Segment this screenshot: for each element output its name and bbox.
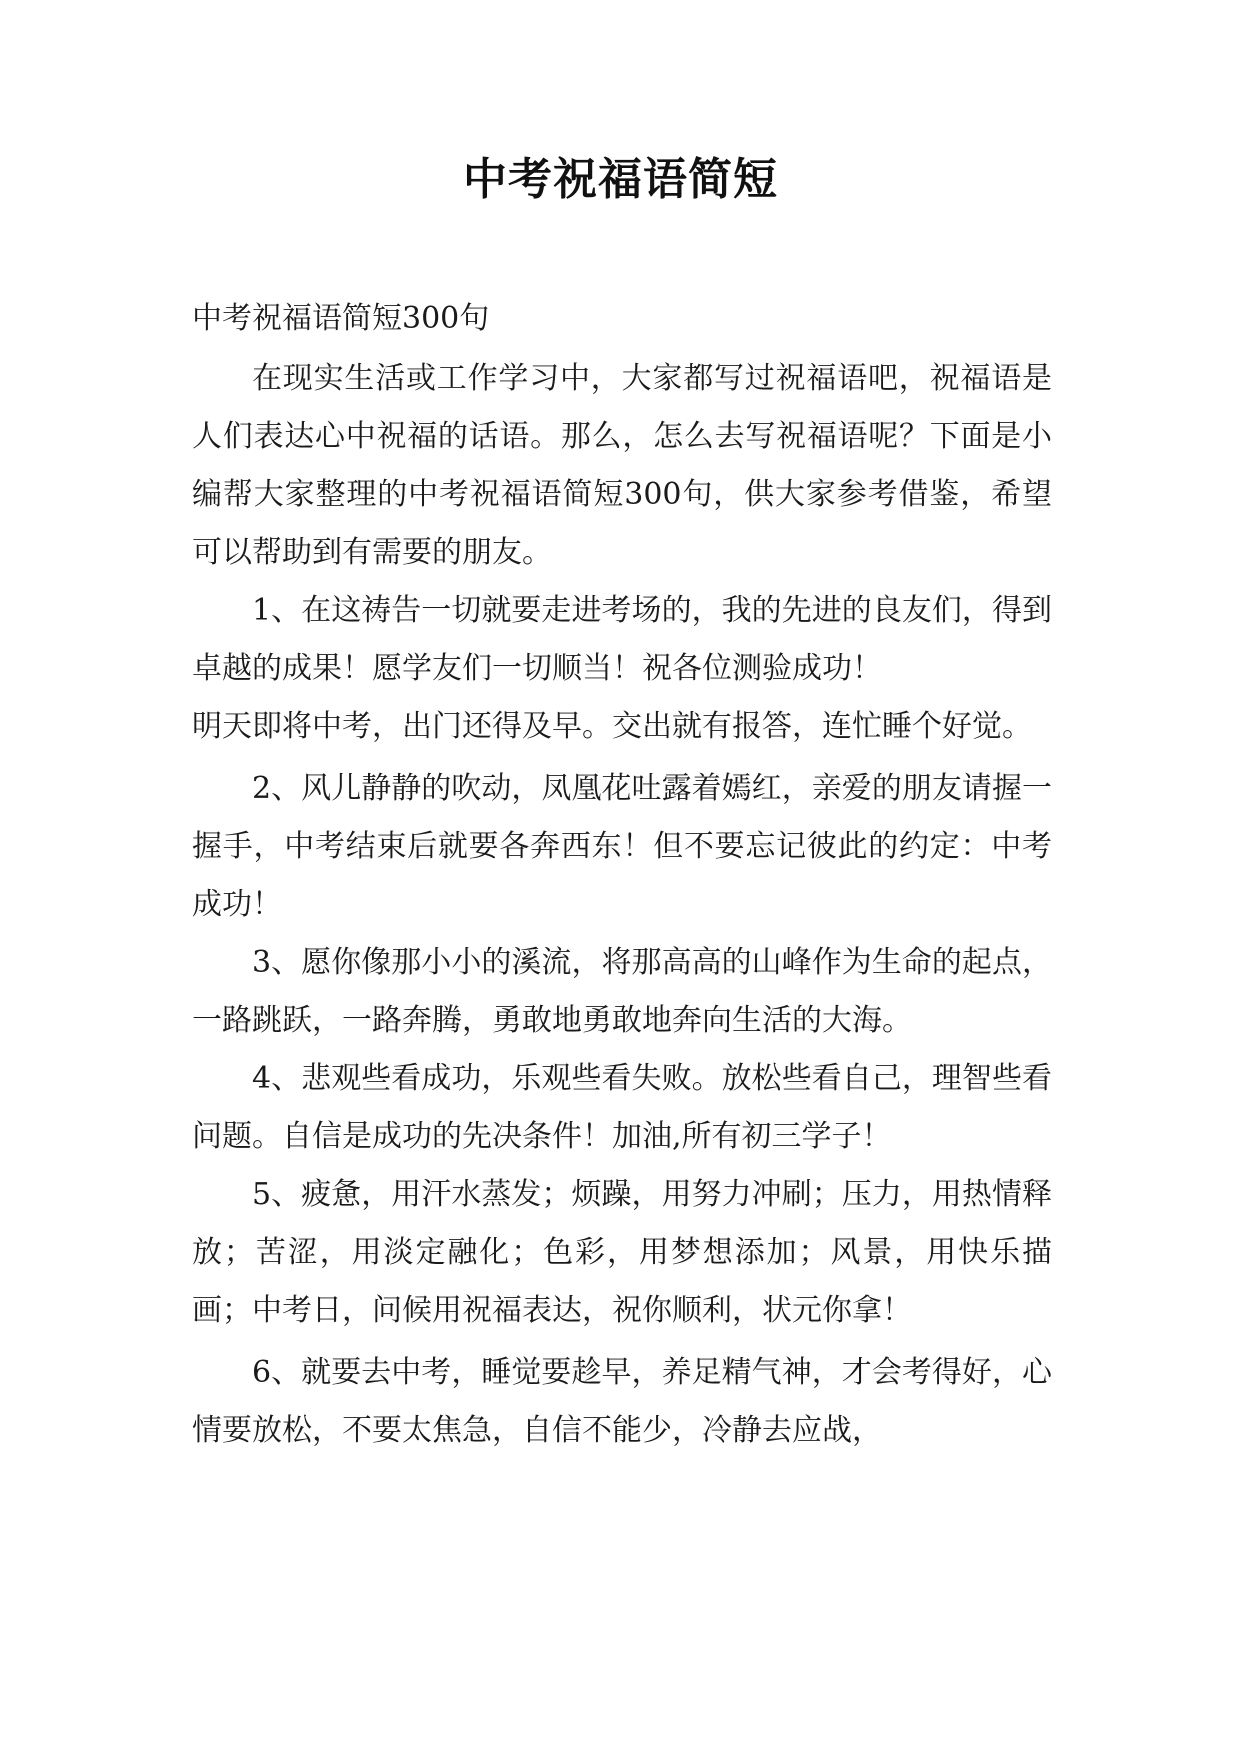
page-title: 中考祝福语简短	[463, 154, 778, 205]
document-body	[192, 290, 1052, 1460]
blessing-item-1-extra: 明天即将中考，出门还得及早。交出就有报答，连忙睡个好觉。	[192, 709, 1032, 744]
blessing-item-1: 1、在这祷告一切就要走进考场的，我的先进的良友们，得到卓越的成果！愿学友们一切顺当！祝各位测验成功！	[192, 593, 1052, 686]
blessing-item-5: 5、疲惫，用汗水蒸发；烦躁，用努力冲刷；压力，用热情释放；苦涩，用淡定融化；色彩，用梦想添加；风景，用快乐描画；中考日，问候用祝福表达，祝你顺利，状元你拿！	[192, 1177, 1052, 1328]
blessing-item-2: 2、风儿静静的吹动，凤凰花吐露着嫣红，亲爱的朋友请握一握手，中考结束后就要各奔西东！但不要忘记彼此的约定：中考成功！	[192, 771, 1052, 922]
document-subtitle: 中考祝福语简短300句	[192, 301, 490, 336]
blessing-item-6: 6、就要去中考，睡觉要趁早，养足精气神，才会考得好，心情要放松，不要太焦急，自信不能少，冷静去应战，	[192, 1355, 1052, 1448]
intro-paragraph: 在现实生活或工作学习中，大家都写过祝福语吧，祝福语是人们表达心中祝福的话语。那么，怎么去写祝福语呢？下面是小编帮大家整理的中考祝福语简短300句，供大家参考借鉴，希望可以帮助到有需要的朋友。	[192, 361, 1052, 570]
blessing-item-4: 4、悲观些看成功，乐观些看失败。放松些看自己，理智些看问题。自信是成功的先决条件！加油,所有初三学子！	[192, 1061, 1052, 1154]
blessing-item-3: 3、愿你像那小小的溪流，将那高高的山峰作为生命的起点，一路跳跃，一路奔腾，勇敢地勇敢地奔向生活的大海。	[192, 945, 1052, 1038]
